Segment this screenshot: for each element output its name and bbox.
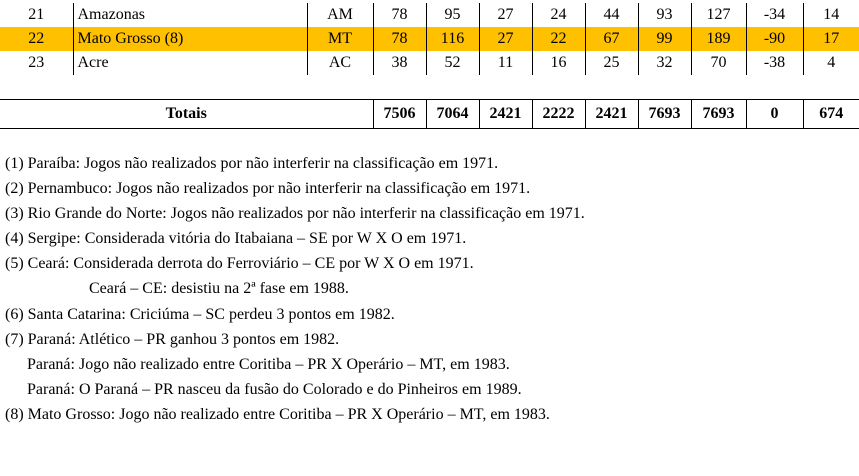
- standings-table: [0, 3, 859, 75]
- stat-cell: 44: [585, 3, 638, 27]
- stat-cell: 189: [691, 27, 746, 51]
- stat-cell: -34: [746, 3, 803, 27]
- stat-cell: 38: [373, 51, 426, 75]
- total-cell: 0: [746, 100, 803, 129]
- total-cell: 674: [803, 100, 859, 129]
- stat-cell: 78: [373, 3, 426, 27]
- stat-cell: 25: [585, 51, 638, 75]
- stat-cell: 78: [373, 27, 426, 51]
- state-cell: AC: [307, 51, 373, 75]
- stat-cell: 67: [585, 27, 638, 51]
- position-cell: 22: [0, 27, 73, 51]
- stat-cell: 99: [638, 27, 691, 51]
- totals-table: [0, 99, 859, 129]
- footnote-8: (8) Mato Grosso: Jogo não realizado entre Coritiba – PR X Operário – MT, em 1983.: [5, 405, 550, 423]
- stat-cell: 16: [532, 51, 585, 75]
- stat-cell: 17: [803, 27, 859, 51]
- footnote-2: (2) Pernambuco: Jogos não realizados por não interferir na classificação em 1971.: [5, 180, 531, 198]
- totals-label: Totais: [0, 100, 373, 129]
- footnote-7-continuation: Paraná: Jogo não realizado entre Coritiba – PR X Operário – MT, em 1983.: [27, 355, 510, 373]
- state-cell: AM: [307, 3, 373, 27]
- stat-cell: 14: [803, 3, 859, 27]
- stat-cell: 127: [691, 3, 746, 27]
- stat-cell: 4: [803, 51, 859, 75]
- footnote-3: (3) Rio Grande do Norte: Jogos não realizados por não interferir na classificação em 1971.: [5, 205, 585, 223]
- team-cell: Acre: [73, 51, 307, 75]
- stat-cell: 70: [691, 51, 746, 75]
- total-cell: 7506: [373, 100, 426, 129]
- position-cell: 21: [0, 3, 73, 27]
- stat-cell: -90: [746, 27, 803, 51]
- footnote-6: (6) Santa Catarina: Criciúma – SC perdeu 3 pontos em 1982.: [5, 305, 395, 323]
- footnote-4: (4) Sergipe: Considerada vitória do Itabaiana – SE por W X O em 1971.: [5, 230, 467, 248]
- footnote-5-continuation: Ceará – CE: desistiu na 2ª fase em 1988.: [89, 280, 349, 298]
- state-cell: MT: [307, 27, 373, 51]
- total-cell: 2421: [585, 100, 638, 129]
- stat-cell: 27: [479, 3, 532, 27]
- table-row: [0, 51, 859, 75]
- total-cell: 2222: [532, 100, 585, 129]
- footnotes: [5, 151, 585, 427]
- stat-cell: 95: [426, 3, 479, 27]
- total-cell: 2421: [479, 100, 532, 129]
- footnote-7-continuation: Paraná: O Paraná – PR nasceu da fusão do Colorado e do Pinheiros em 1989.: [27, 380, 522, 398]
- stat-cell: 27: [479, 27, 532, 51]
- stat-cell: 24: [532, 3, 585, 27]
- stat-cell: 22: [532, 27, 585, 51]
- total-cell: 7064: [426, 100, 479, 129]
- total-cell: 7693: [691, 100, 746, 129]
- footnote-5: (5) Ceará: Considerada derrota do Ferroviário – CE por W X O em 1971.: [5, 255, 474, 273]
- table-row-highlighted: [0, 27, 859, 51]
- team-cell: Amazonas: [73, 3, 307, 27]
- table-row: [0, 3, 859, 27]
- stat-cell: 52: [426, 51, 479, 75]
- stat-cell: 93: [638, 3, 691, 27]
- total-cell: 7693: [638, 100, 691, 129]
- stat-cell: -38: [746, 51, 803, 75]
- stat-cell: 11: [479, 51, 532, 75]
- team-cell: Mato Grosso (8): [73, 27, 307, 51]
- footnote-7: (7) Paraná: Atlético – PR ganhou 3 pontos em 1982.: [5, 330, 340, 348]
- footnote-1: (1) Paraíba: Jogos não realizados por não interferir na classificação em 1971.: [5, 155, 499, 172]
- stat-cell: 32: [638, 51, 691, 75]
- position-cell: 23: [0, 51, 73, 75]
- stat-cell: 116: [426, 27, 479, 51]
- totals-row: [0, 100, 859, 129]
